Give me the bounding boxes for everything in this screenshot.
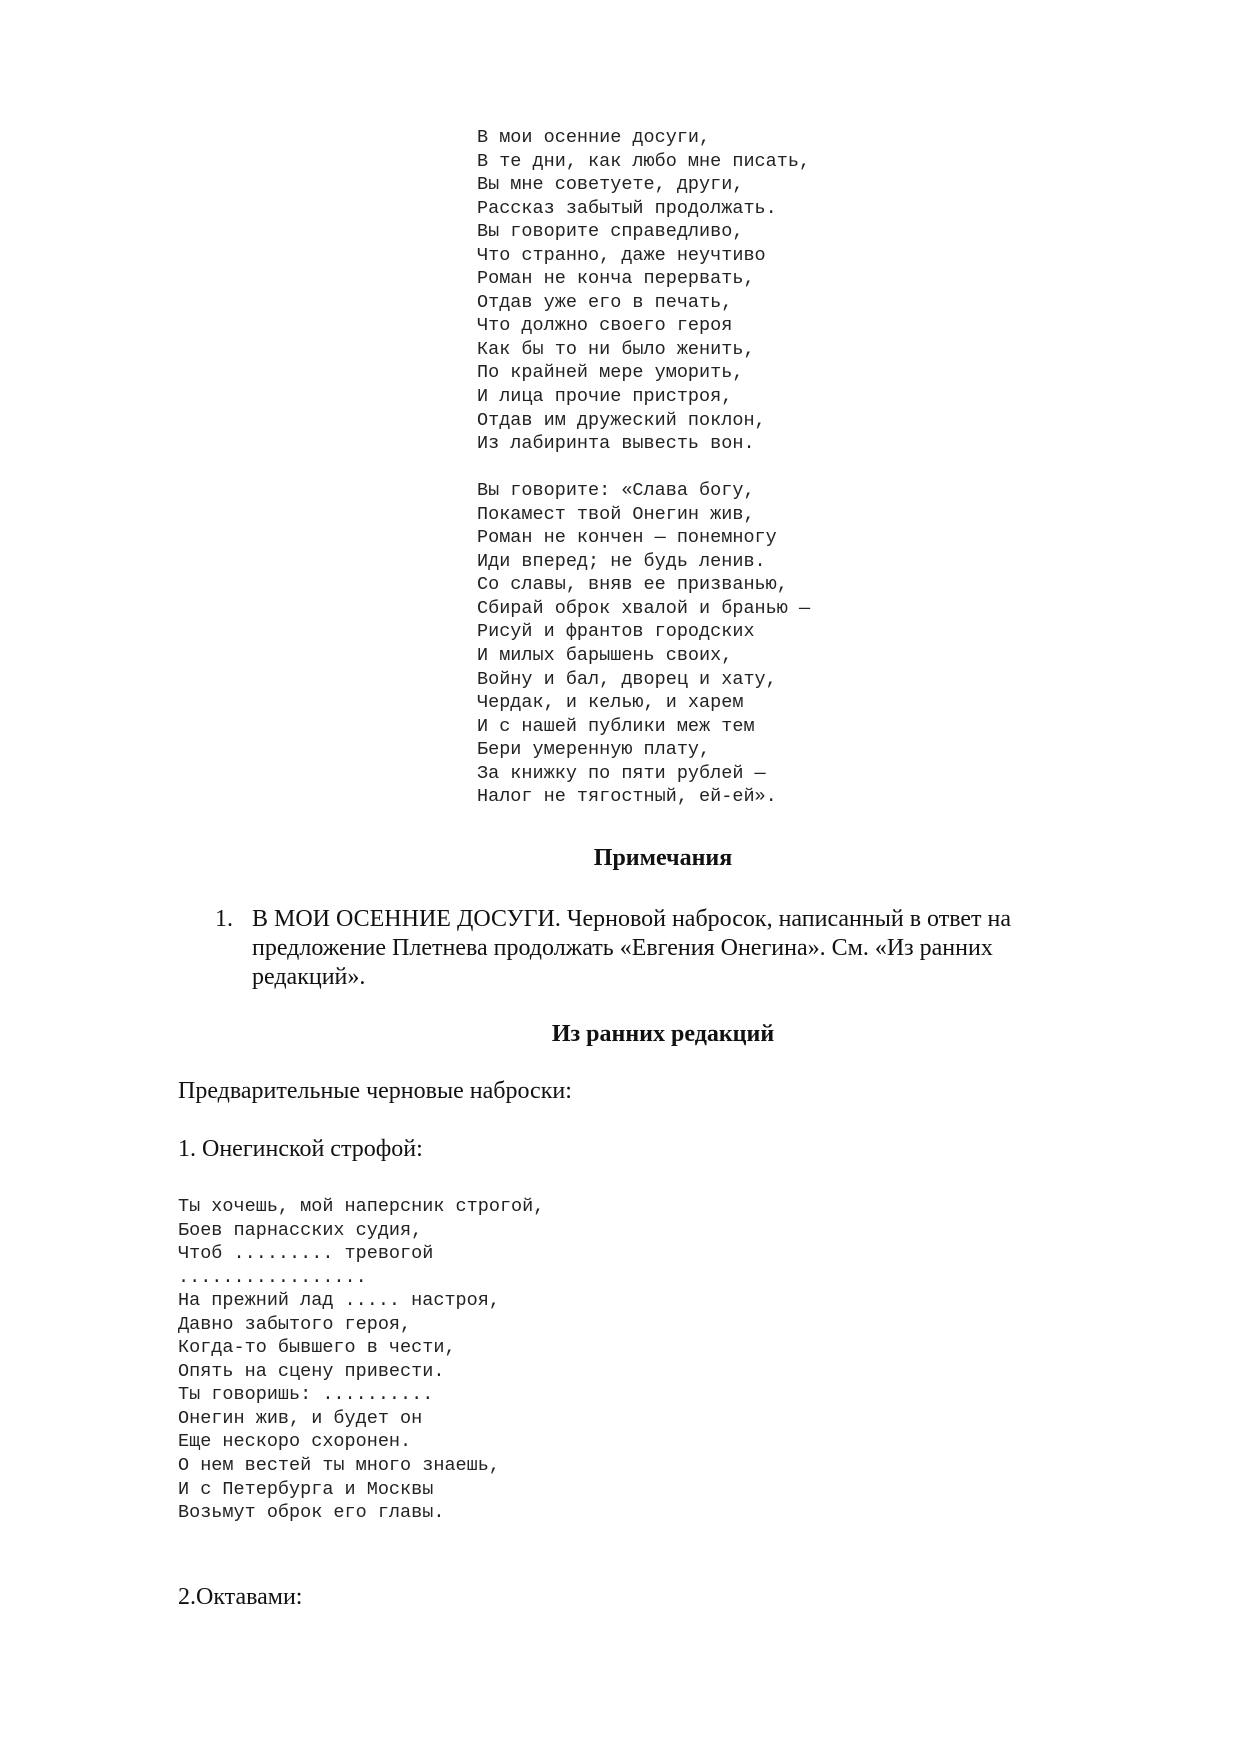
draft-line: .................	[178, 1266, 367, 1288]
draft-line: Боев парнасских судия,	[178, 1219, 423, 1241]
note-text: В МОИ ОСЕННИЕ ДОСУГИ. Черновой набросок, написанный в ответ на предложение Плетнева продолжать «Евгения Онегина». См. «Из ранних редакций».	[252, 906, 1012, 990]
draft-line: Ты говоришь: ..........	[178, 1384, 434, 1406]
poem-line: Роман не кончен — понемногу	[477, 527, 777, 549]
poem-line: Вы говорите: «Слава богу,	[477, 480, 755, 502]
poem-line: Войну и бал, дворец и хату,	[477, 668, 777, 690]
poem-line: По крайней мере уморить,	[477, 362, 744, 384]
poem-line: Из лабиринта вывесть вон.	[477, 433, 755, 455]
note-item	[215, 905, 1095, 992]
draft-line: Когда-то бывшего в чести,	[178, 1337, 456, 1359]
poem-line: Рисуй и франтов городских	[477, 621, 755, 643]
draft-line: Давно забытого героя,	[178, 1313, 412, 1335]
stanza-gap	[477, 456, 810, 480]
note-number: 1.	[215, 906, 233, 932]
poem	[477, 126, 810, 809]
poem-line: Что странно, даже неучтиво	[477, 244, 766, 266]
poem-line: И лица прочие пристроя,	[477, 386, 733, 408]
notes-list	[215, 905, 1095, 992]
poem-line: Сбирай оброк хвалой и бранью —	[477, 597, 811, 619]
poem-line: В те дни, как любо мне писать,	[477, 150, 811, 172]
poem-line: Налог не тягостный, ей-ей».	[477, 786, 777, 808]
poem-line: Вы мне советуете, други,	[477, 174, 744, 196]
poem-line: Что должно своего героя	[477, 315, 733, 337]
draft-line: На прежний лад ..... настроя,	[178, 1290, 500, 1312]
poem-line: Бери умеренную плату,	[477, 739, 711, 761]
poem-line: И милых барышень своих,	[477, 645, 733, 667]
draft-line: Чтоб ......... тревогой	[178, 1243, 434, 1265]
early-editions-heading: Из ранних редакций	[551, 1021, 775, 1047]
draft-line: И с Петербурга и Москвы	[178, 1478, 434, 1500]
poem-line: Вы говорите справедливо,	[477, 221, 744, 243]
section2-label: 2.Октавами:	[178, 1584, 303, 1610]
poem-line: Рассказ забытый продолжать.	[477, 197, 777, 219]
poem-line: Отдав уже его в печать,	[477, 291, 733, 313]
draft-line: Ты хочешь, мой наперсник строгой,	[178, 1196, 545, 1217]
poem-line: Чердак, и келью, и харем	[477, 692, 744, 714]
draft-line: Онегин жив, и будет он	[178, 1407, 423, 1429]
draft-line: Опять на сцену привести.	[178, 1360, 445, 1382]
draft-verse	[178, 1195, 544, 1525]
intro-paragraph: Предварительные черновые наброски:	[178, 1078, 572, 1104]
poem-line: В мои осенние досуги,	[477, 127, 711, 148]
poem-line: И с нашей публики меж тем	[477, 715, 755, 737]
notes-heading: Примечания	[593, 845, 733, 871]
poem-line: Покамест твой Онегин жив,	[477, 503, 755, 525]
poem-line: Со славы, вняв ее призванью,	[477, 574, 788, 596]
draft-line: Возьмут оброк его главы.	[178, 1502, 445, 1524]
poem-line: Отдав им дружеский поклон,	[477, 409, 766, 431]
section1-label: 1. Онегинской строфой:	[178, 1136, 423, 1162]
draft-line: О нем вестей ты много знаешь,	[178, 1455, 500, 1477]
draft-line: Еще нескоро схоронен.	[178, 1431, 412, 1453]
poem-line: За книжку по пяти рублей —	[477, 762, 766, 784]
poem-line: Роман не конча перервать,	[477, 268, 755, 290]
poem-line: Иди вперед; не будь ленив.	[477, 550, 766, 572]
poem-line: Как бы то ни было женить,	[477, 338, 755, 360]
